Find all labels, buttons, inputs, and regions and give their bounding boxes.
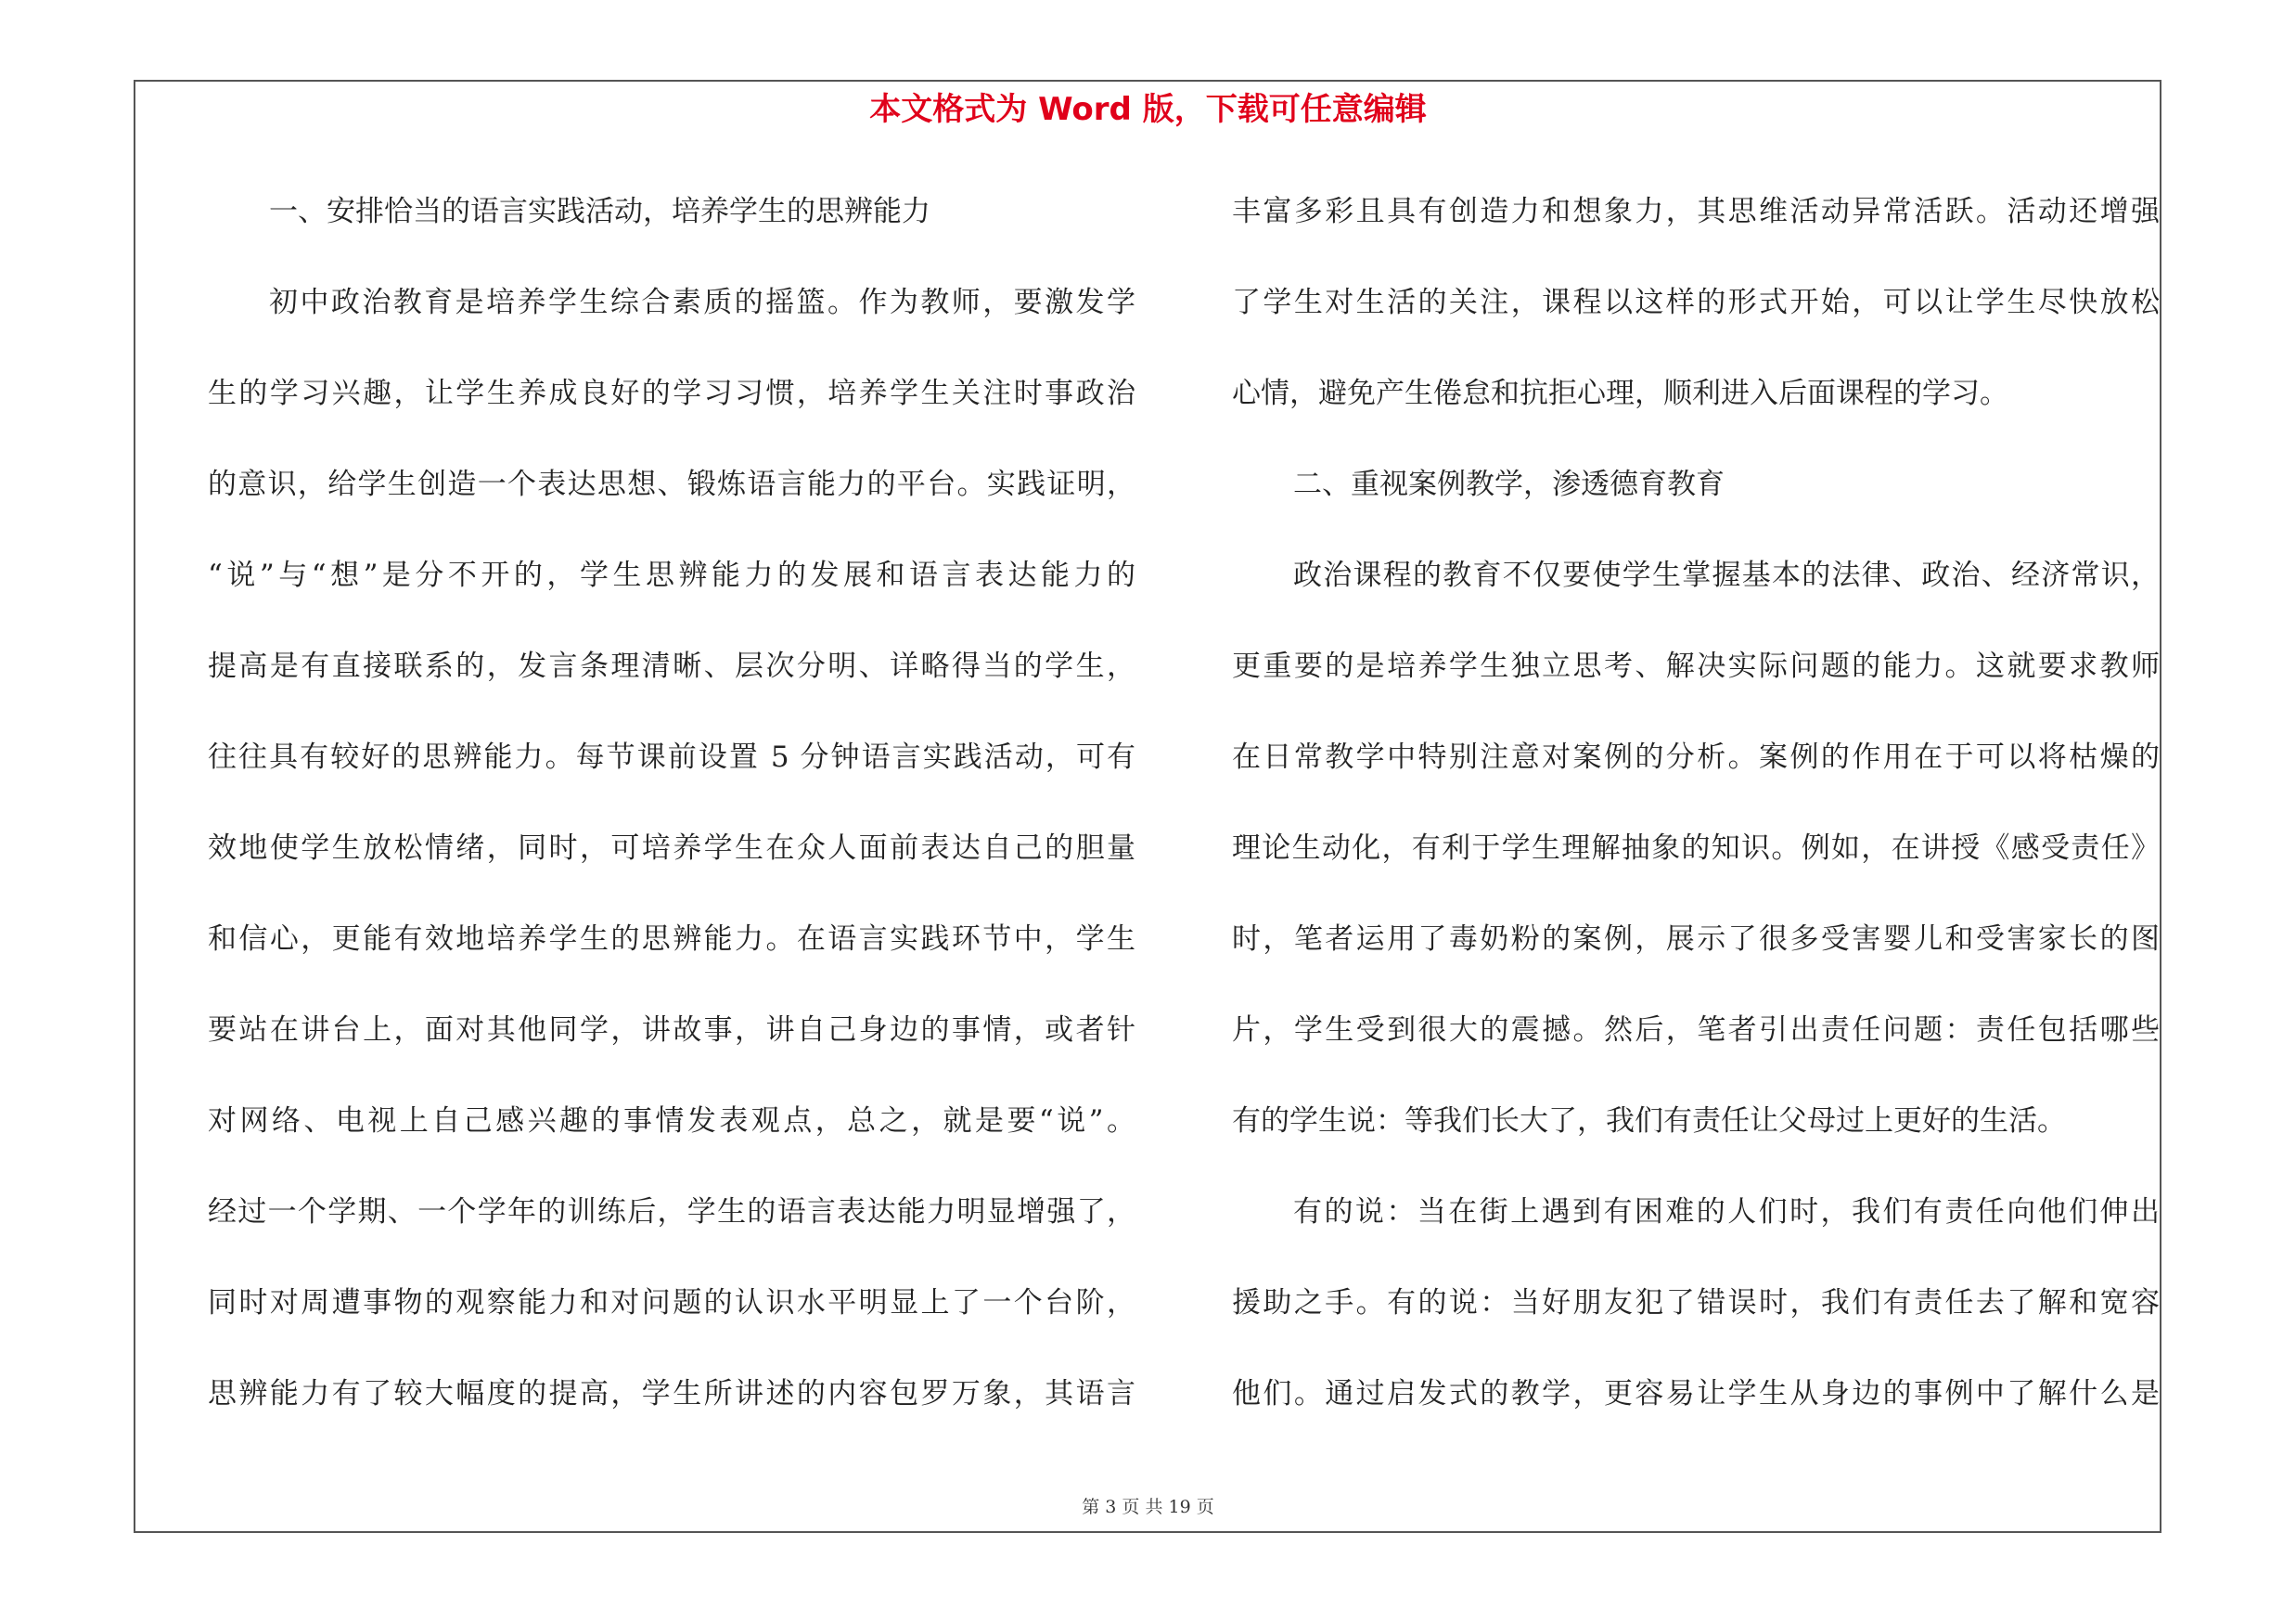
text-line: 援助之手。有的说：当好朋友犯了错误时，我们有责任去了解和宽容 — [1232, 1286, 2160, 1320]
text-line: “说”与“想”是分不开的，学生思辨能力的发展和语言表达能力的 — [208, 559, 1135, 592]
text-line: 和信心，更能有效地培养学生的思辨能力。在语言实践环节中，学生 — [208, 922, 1135, 956]
text-line: 在日常教学中特别注意对案例的分析。案例的作用在于可以将枯燥的 — [1232, 741, 2160, 774]
text-line: 丰富多彩且具有创造力和想象力，其思维活动异常活跃。活动还增强 — [1232, 195, 2160, 228]
text-line: 时，笔者运用了毒奶粉的案例，展示了很多受害婴儿和受害家长的图 — [1232, 922, 2160, 956]
text-line: 有的学生说：等我们长大了，我们有责任让父母过上更好的生活。 — [1232, 1104, 2066, 1138]
text-line: 同时对周遭事物的观察能力和对问题的认识水平明显上了一个台阶， — [208, 1286, 1135, 1320]
text-line: 心情，避免产生倦怠和抗拒心理，顺利进入后面课程的学习。 — [1232, 377, 2008, 410]
left-column — [208, 184, 1135, 1457]
text-line: 思辨能力有了较大幅度的提高，学生所讲述的内容包罗万象，其语言 — [208, 1377, 1135, 1410]
text-line: 他们。通过启发式的教学，更容易让学生从身边的事例中了解什么是 — [1232, 1377, 2160, 1410]
text-line: 提高是有直接联系的，发言条理清晰、层次分明、详略得当的学生， — [208, 650, 1135, 683]
text-line: 政治课程的教育不仅要使学生掌握基本的法律、政治、经济常识， — [1293, 559, 2160, 592]
text-line: 二、重视案例教学，渗透德育教育 — [1293, 468, 1725, 501]
text-line: 理论生动化，有利于学生理解抽象的知识。例如，在讲授《感受责任》 — [1232, 831, 2160, 865]
text-line: 生的学习兴趣，让学生养成良好的学习习惯，培养学生关注时事政治 — [208, 377, 1135, 410]
text-line: 往往具有较好的思辨能力。每节课前设置 5 分钟语言实践活动，可有 — [208, 741, 1135, 774]
text-line: 的意识，给学生创造一个表达思想、锻炼语言能力的平台。实践证明， — [208, 468, 1135, 501]
text-line: 片，学生受到很大的震撼。然后，笔者引出责任问题：责任包括哪些 — [1232, 1013, 2160, 1047]
text-line: 对网络、电视上自己感兴趣的事情发表观点，总之，就是要“说”。 — [208, 1104, 1135, 1138]
text-line: 有的说：当在街上遇到有困难的人们时，我们有责任向他们伸出 — [1293, 1195, 2160, 1229]
text-line: 一、安排恰当的语言实践活动，培养学生的思辨能力 — [269, 195, 930, 228]
text-line: 要站在讲台上，面对其他同学，讲故事，讲自己身边的事情，或者针 — [208, 1013, 1135, 1047]
page-number-footer: 第 3 页 共 19 页 — [1082, 1497, 1214, 1517]
format-banner: 本文格式为 Word 版，下载可任意编辑 — [869, 91, 1427, 128]
text-line: 效地使学生放松情绪，同时，可培养学生在众人面前表达自己的胆量 — [208, 831, 1135, 865]
right-column — [1232, 184, 2160, 1457]
text-line: 更重要的是培养学生独立思考、解决实际问题的能力。这就要求教师 — [1232, 650, 2160, 683]
text-line: 初中政治教育是培养学生综合素质的摇篮。作为教师，要激发学 — [269, 286, 1135, 319]
text-line: 了学生对生活的关注，课程以这样的形式开始，可以让学生尽快放松 — [1232, 286, 2160, 319]
text-line: 经过一个学期、一个学年的训练后，学生的语言表达能力明显增强了， — [208, 1195, 1135, 1229]
